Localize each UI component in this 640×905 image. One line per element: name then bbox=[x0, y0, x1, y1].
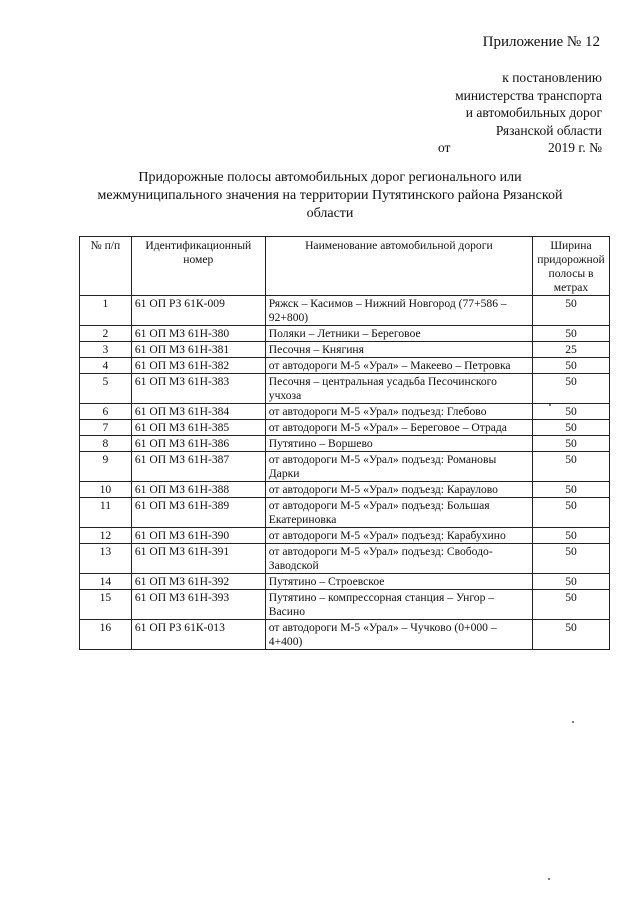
cell-id: 61 ОП МЗ 61Н-385 bbox=[131, 420, 265, 436]
appendix-number: Приложение № 12 bbox=[482, 34, 600, 50]
cell-num: 11 bbox=[80, 498, 132, 528]
cell-num: 15 bbox=[80, 590, 132, 620]
table-row bbox=[80, 374, 610, 404]
cell-num: 14 bbox=[80, 574, 132, 590]
table-row bbox=[80, 296, 610, 326]
cell-num: 2 bbox=[80, 326, 132, 342]
cell-width: 50 bbox=[533, 620, 610, 650]
cell-id: 61 ОП МЗ 61Н-382 bbox=[131, 358, 265, 374]
header-id: Идентификационный номер bbox=[131, 237, 265, 296]
table-row bbox=[80, 342, 610, 358]
cell-id: 61 ОП МЗ 61Н-387 bbox=[131, 452, 265, 482]
document-title: Придорожные полосы автомобильных дорог регионального или межмуниципального значения на территории Путятинского района Рязанской области bbox=[97, 170, 563, 221]
cell-name: Путятино – компрессорная станция – Унгор – Васино bbox=[265, 590, 532, 620]
cell-id: 61 ОП РЗ 61К-013 bbox=[131, 620, 265, 650]
header-width: Ширина придорожной полосы в метрах bbox=[533, 237, 610, 296]
table-row bbox=[80, 358, 610, 374]
cell-name: от автодороги М-5 «Урал» подъезд: Караулово bbox=[265, 482, 532, 498]
roads-table bbox=[79, 236, 610, 650]
cell-name: от автодороги М-5 «Урал» подъезд: Большая Екатериновка bbox=[265, 498, 532, 528]
cell-num: 7 bbox=[80, 420, 132, 436]
cell-width: 50 bbox=[533, 326, 610, 342]
cell-width: 50 bbox=[533, 528, 610, 544]
scan-speck bbox=[572, 721, 574, 723]
date-from-label: от bbox=[437, 140, 451, 155]
header-line: министерства транспорта bbox=[455, 87, 602, 103]
cell-num: 12 bbox=[80, 528, 132, 544]
table-row bbox=[80, 326, 610, 342]
cell-name: Поляки – Летники – Береговое bbox=[265, 326, 532, 342]
table-row bbox=[80, 420, 610, 436]
cell-width: 50 bbox=[533, 420, 610, 436]
cell-width: 50 bbox=[533, 404, 610, 420]
table-row bbox=[80, 452, 610, 482]
cell-width: 50 bbox=[533, 574, 610, 590]
scan-speck bbox=[548, 878, 550, 880]
table-row bbox=[80, 590, 610, 620]
header-line: Рязанской области bbox=[495, 122, 602, 138]
cell-num: 8 bbox=[80, 436, 132, 452]
cell-width: 50 bbox=[533, 482, 610, 498]
table-body bbox=[80, 296, 610, 650]
header-line: и автомобильных дорог bbox=[465, 105, 602, 120]
cell-name: Песочня – центральная усадьба Песочинского учхоза bbox=[265, 374, 532, 404]
cell-id: 61 ОП МЗ 61Н-391 bbox=[131, 544, 265, 574]
cell-name: от автодороги М-5 «Урал» подъезд: Карабухино bbox=[265, 528, 532, 544]
table-row bbox=[80, 620, 610, 650]
table-row bbox=[80, 574, 610, 590]
date-year-number: 2019 г. № bbox=[547, 140, 602, 155]
cell-width: 50 bbox=[533, 374, 610, 404]
cell-id: 61 ОП МЗ 61Н-384 bbox=[131, 404, 265, 420]
cell-id: 61 ОП МЗ 61Н-386 bbox=[131, 436, 265, 452]
cell-name: Ряжск – Касимов – Нижний Новгород (77+586 – 92+800) bbox=[265, 296, 532, 326]
cell-num: 13 bbox=[80, 544, 132, 574]
cell-num: 6 bbox=[80, 404, 132, 420]
cell-id: 61 ОП МЗ 61Н-380 bbox=[131, 326, 265, 342]
cell-num: 1 bbox=[80, 296, 132, 326]
cell-width: 50 bbox=[533, 452, 610, 482]
cell-width: 25 bbox=[533, 342, 610, 358]
cell-id: 61 ОП РЗ 61К-009 bbox=[131, 296, 265, 326]
table-row bbox=[80, 498, 610, 528]
cell-id: 61 ОП МЗ 61Н-389 bbox=[131, 498, 265, 528]
scan-speck bbox=[549, 404, 551, 406]
cell-width: 50 bbox=[533, 296, 610, 326]
table-row bbox=[80, 544, 610, 574]
table-header-row bbox=[80, 237, 610, 296]
cell-num: 4 bbox=[80, 358, 132, 374]
cell-name: Путятино – Строевское bbox=[265, 574, 532, 590]
cell-num: 3 bbox=[80, 342, 132, 358]
cell-name: от автодороги М-5 «Урал» – Макеево – Петровка bbox=[265, 358, 532, 374]
cell-num: 10 bbox=[80, 482, 132, 498]
cell-id: 61 ОП МЗ 61Н-392 bbox=[131, 574, 265, 590]
cell-name: от автодороги М-5 «Урал» подъезд: Свободо-Заводской bbox=[265, 544, 532, 574]
header-line: к постановлению bbox=[502, 70, 602, 85]
date-line bbox=[438, 139, 602, 157]
cell-id: 61 ОП МЗ 61Н-390 bbox=[131, 528, 265, 544]
cell-id: 61 ОП МЗ 61Н-383 bbox=[131, 374, 265, 404]
cell-num: 9 bbox=[80, 452, 132, 482]
header-name: Наименование автомобильной дороги bbox=[265, 237, 532, 296]
cell-id: 61 ОП МЗ 61Н-393 bbox=[131, 590, 265, 620]
cell-name: от автодороги М-5 «Урал» подъезд: Глебово bbox=[265, 404, 532, 420]
cell-name: Путятино – Воршево bbox=[265, 436, 532, 452]
cell-id: 61 ОП МЗ 61Н-388 bbox=[131, 482, 265, 498]
cell-name: от автодороги М-5 «Урал» – Чучково (0+000 – 4+400) bbox=[265, 620, 532, 650]
cell-name: от автодороги М-5 «Урал» – Береговое – Отрада bbox=[265, 420, 532, 436]
cell-num: 16 bbox=[80, 620, 132, 650]
cell-id: 61 ОП МЗ 61Н-381 bbox=[131, 342, 265, 358]
resolution-reference bbox=[438, 69, 602, 157]
cell-name: Песочня – Княгиня bbox=[265, 342, 532, 358]
cell-width: 50 bbox=[533, 358, 610, 374]
cell-width: 50 bbox=[533, 436, 610, 452]
header-num: № п/п bbox=[80, 237, 132, 296]
cell-width: 50 bbox=[533, 498, 610, 528]
table-row bbox=[80, 404, 610, 420]
cell-width: 50 bbox=[533, 590, 610, 620]
cell-name: от автодороги М-5 «Урал» подъезд: Романовы Дарки bbox=[265, 452, 532, 482]
table-row bbox=[80, 482, 610, 498]
table-row bbox=[80, 436, 610, 452]
table-row bbox=[80, 528, 610, 544]
cell-num: 5 bbox=[80, 374, 132, 404]
cell-width: 50 bbox=[533, 544, 610, 574]
